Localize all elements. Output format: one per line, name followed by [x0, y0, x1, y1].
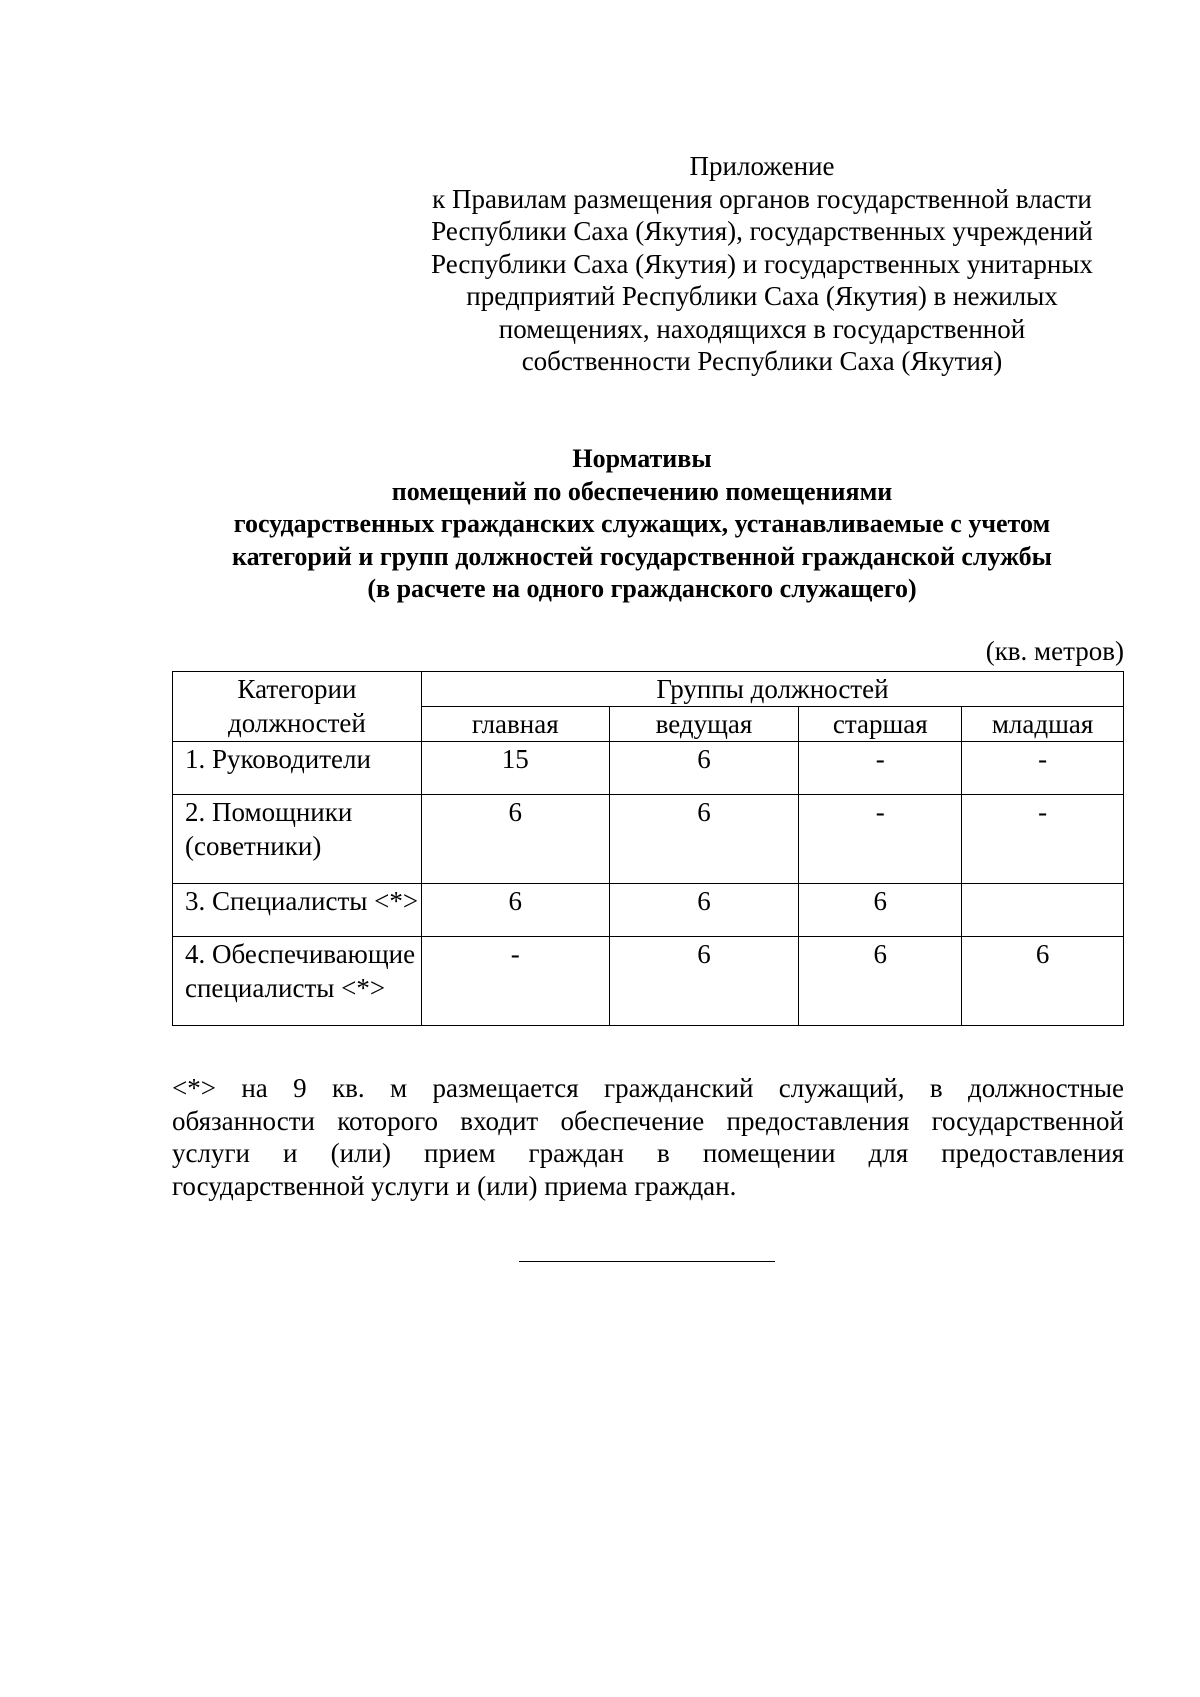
- title-line: (в расчете на одного гражданского служащего): [367, 574, 917, 603]
- value-cell: 6: [609, 884, 799, 937]
- document-title: [160, 443, 1124, 606]
- footnote: [172, 1072, 1124, 1202]
- category-line: 3. Специалисты <*>: [185, 886, 419, 916]
- value-cell: 6: [609, 795, 799, 884]
- category-header-line: должностей: [228, 708, 366, 738]
- category-cell: [173, 884, 422, 937]
- footnote-line: услуги и (или) прием граждан в помещении для предоставления: [172, 1138, 1124, 1168]
- value-cell: -: [962, 795, 1124, 884]
- value-cell: 15: [421, 742, 609, 795]
- category-line: (советники): [185, 831, 322, 861]
- value-cell: 6: [609, 742, 799, 795]
- value-cell: -: [421, 937, 609, 1026]
- table-row: [173, 742, 1124, 795]
- category-line: 1. Руководители: [185, 744, 371, 774]
- category-header-line: Категории: [237, 674, 357, 704]
- value-cell: 6: [799, 937, 962, 1026]
- annex-line: помещениях, находящихся в государственной: [498, 313, 1026, 344]
- unit-label: (кв. метров): [985, 636, 1124, 666]
- table-row: [173, 884, 1124, 937]
- category-line: 4. Обеспечивающие: [185, 939, 416, 969]
- category-cell: [173, 795, 422, 884]
- group-column-header: старшая: [799, 707, 962, 742]
- footnote-line: <*> на 9 кв. м размещается гражданский служащий, в должностные: [172, 1073, 1124, 1103]
- value-cell: -: [962, 742, 1124, 795]
- value-cell: -: [799, 795, 962, 884]
- group-column-header: младшая: [962, 707, 1124, 742]
- category-line: 2. Помощники: [185, 797, 353, 827]
- annex-line: к Правилам размещения органов государственной власти: [432, 183, 1092, 214]
- category-line: специалисты <*>: [185, 973, 386, 1003]
- groups-header: Группы должностей: [421, 672, 1123, 707]
- title-line: государственных гражданских служащих, устанавливаемые с учетом: [233, 509, 1051, 538]
- category-header: [173, 672, 422, 742]
- table-header-row: [173, 672, 1124, 707]
- annex-line: собственности Республики Саха (Якутия): [521, 346, 1003, 376]
- annex-line: Республики Саха (Якутия) и государственных унитарных: [431, 248, 1093, 279]
- value-cell: 6: [799, 884, 962, 937]
- annex-line: предприятий Республики Саха (Якутия) в нежилых: [466, 281, 1058, 311]
- footnote-line: обязанности которого входит обеспечение предоставления государственной: [172, 1105, 1124, 1136]
- annex-line: Республики Саха (Якутия), государственных учреждений: [431, 216, 1093, 246]
- footnote-line: государственной услуги и (или) приема граждан.: [172, 1170, 737, 1201]
- annex-line: Приложение: [689, 151, 835, 181]
- closing-rule: [519, 1261, 775, 1262]
- table-row: [173, 795, 1124, 884]
- table-row: [173, 937, 1124, 1026]
- norms-table: [172, 671, 1124, 1026]
- title-line: помещений по обеспечению помещениями: [391, 476, 893, 506]
- category-cell: [173, 742, 422, 795]
- group-column-header: ведущая: [609, 707, 799, 742]
- group-column-header: главная: [421, 707, 609, 742]
- value-cell: 6: [962, 937, 1124, 1026]
- category-cell: [173, 937, 422, 1026]
- title-line: Нормативы: [572, 444, 712, 473]
- title-line: категорий и групп должностей государственной гражданской службы: [232, 541, 1052, 571]
- value-cell: 6: [421, 884, 609, 937]
- value-cell: -: [799, 742, 962, 795]
- value-cell: 6: [421, 795, 609, 884]
- value-cell: 6: [609, 937, 799, 1026]
- annex-header: [400, 150, 1124, 378]
- value-cell: [962, 884, 1124, 937]
